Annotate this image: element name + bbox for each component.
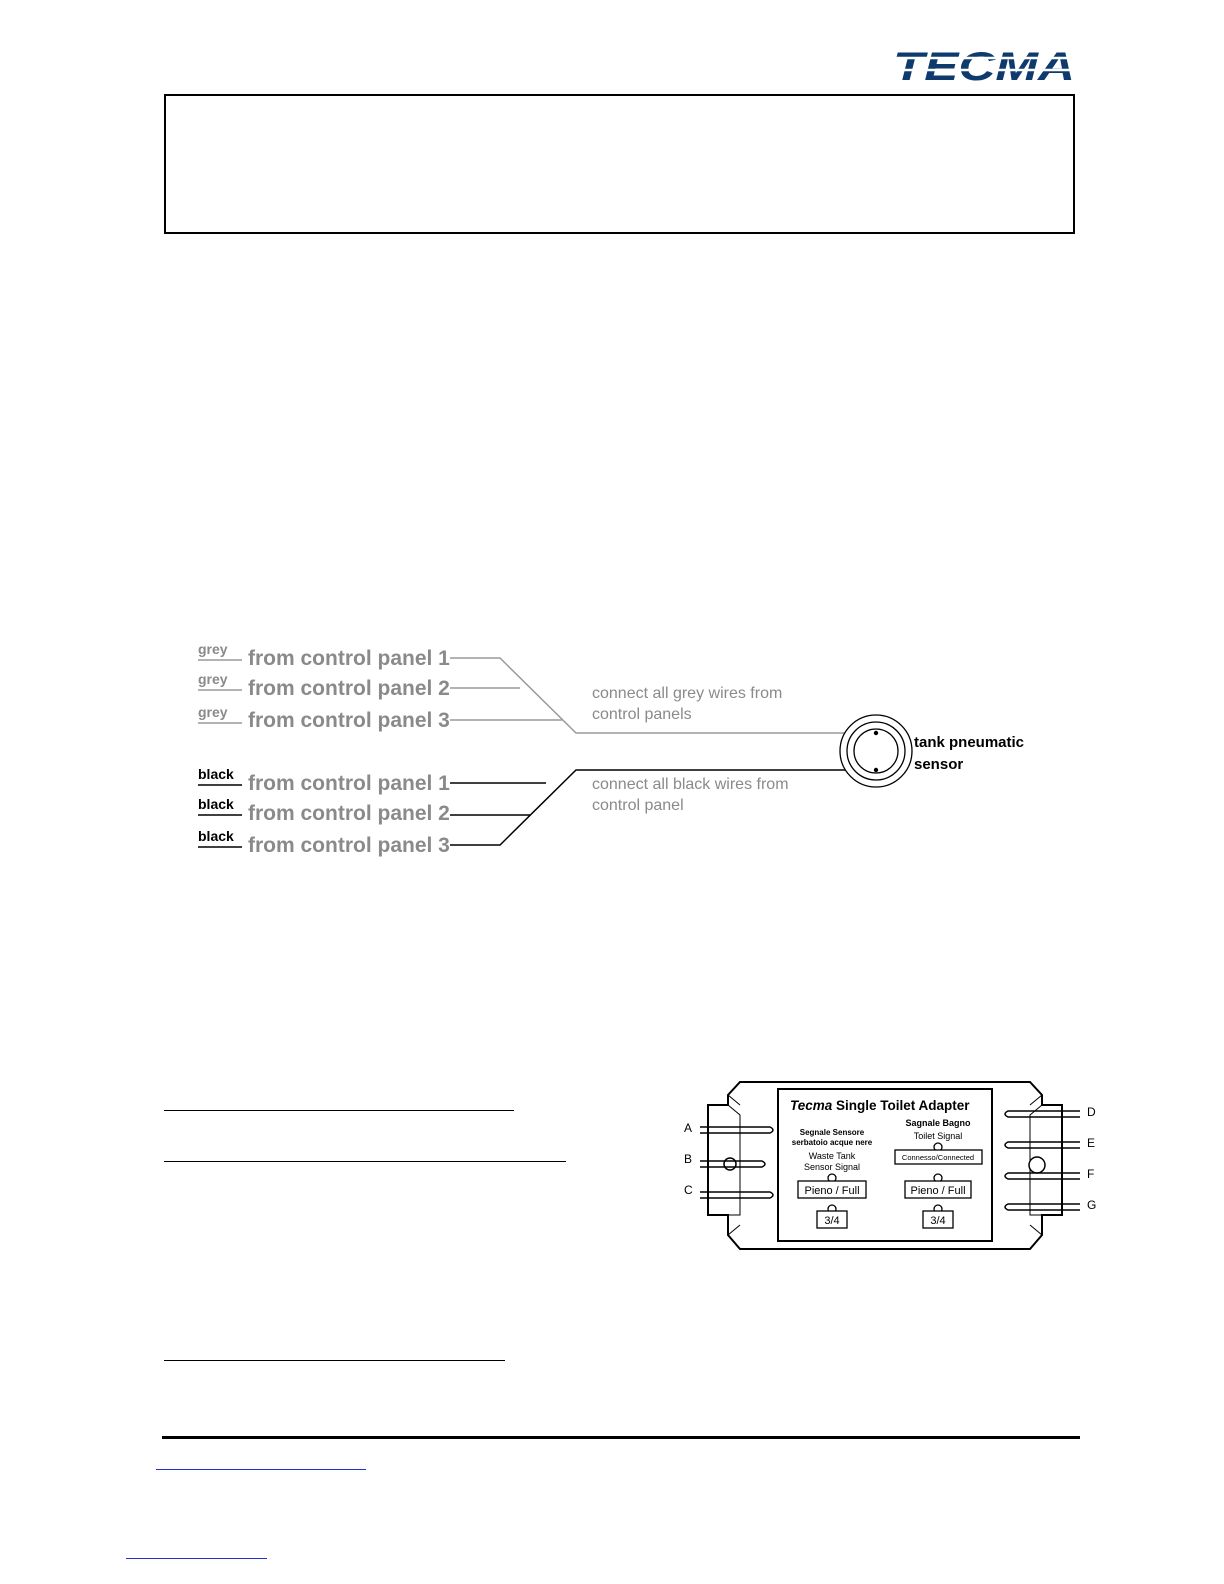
adapter-title-rest: Single Toilet Adapter (836, 1098, 970, 1113)
terminal-c-label: C (684, 1183, 693, 1197)
header-box (164, 94, 1075, 234)
logo-text: TECMA (893, 46, 1075, 86)
left-heading-line-1: Segnale Sensore (799, 1128, 865, 1137)
heading-underline-2 (164, 1161, 566, 1162)
left-sub-line-2: Sensor Signal (803, 1162, 861, 1172)
heading-underline-3 (164, 1360, 505, 1361)
tecma-logo (893, 46, 1079, 86)
right-full-label: Pieno / Full (910, 1185, 966, 1197)
sensor-label-line-2: sensor (914, 756, 964, 773)
left-three-quarter-label: 3/4 (824, 1215, 840, 1227)
mounting-hole-icon (1029, 1157, 1045, 1173)
grey-color-label-3: grey (198, 704, 228, 720)
single-toilet-adapter-illustration (670, 1075, 1110, 1260)
black-color-label-2: black (198, 796, 234, 812)
adapter-title-brand: Tecma (790, 1098, 833, 1113)
terminal-e-label: E (1087, 1136, 1096, 1150)
black-source-1: from control panel 1 (248, 772, 450, 795)
heading-underline-1 (164, 1110, 514, 1111)
connected-label: Connesso/Connected (901, 1153, 975, 1162)
grey-source-1: from control panel 1 (248, 647, 450, 670)
terminal-b-label: B (684, 1152, 693, 1166)
terminal-d-label: D (1087, 1105, 1096, 1119)
terminal-a-label: A (684, 1121, 693, 1135)
black-color-label-1: black (198, 766, 234, 782)
black-color-label-3: black (198, 828, 234, 844)
right-three-quarter-label: 3/4 (930, 1215, 946, 1227)
grey-note-line-1: connect all grey wires from (592, 685, 783, 702)
grey-note-line-2: control panels (592, 706, 692, 723)
grey-color-label-1: grey (198, 641, 228, 657)
left-full-label: Pieno / Full (804, 1185, 860, 1197)
left-sub-line-1: Waste Tank (808, 1151, 856, 1161)
black-source-3: from control panel 3 (248, 834, 450, 857)
grey-source-3: from control panel 3 (248, 709, 450, 732)
right-heading: Sagnale Bagno (905, 1118, 971, 1128)
right-sub: Toilet Signal (913, 1131, 963, 1141)
black-note-line-1: connect all black wires from (592, 776, 789, 793)
footer-link-underline-1[interactable] (156, 1469, 366, 1470)
sensor-label-line-1: tank pneumatic (914, 734, 1025, 751)
left-heading-line-2: serbatoio acque nere (791, 1138, 873, 1147)
grey-source-2: from control panel 2 (248, 677, 450, 700)
wiring-diagram (190, 630, 1050, 875)
footer-rule (162, 1436, 1080, 1439)
terminal-g-label: G (1087, 1198, 1097, 1212)
grey-color-label-2: grey (198, 671, 228, 687)
tank-pneumatic-sensor-icon (840, 715, 912, 787)
black-source-2: from control panel 2 (248, 802, 450, 825)
black-note-line-2: control panel (592, 797, 684, 814)
footer-link-underline-2[interactable] (126, 1558, 267, 1559)
terminal-f-label: F (1087, 1167, 1095, 1181)
